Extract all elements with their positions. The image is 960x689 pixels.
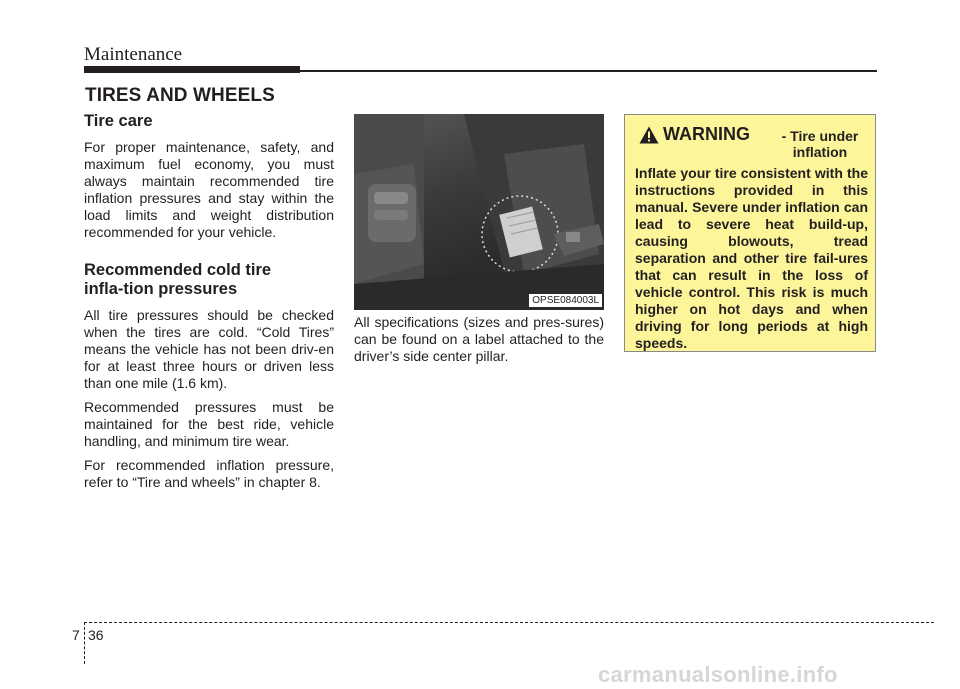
chapter-number: 7 bbox=[72, 627, 80, 643]
warning-subtitle: - Tire under inflation bbox=[781, 128, 859, 160]
section-heading: TIRES AND WHEELS bbox=[85, 85, 275, 106]
column-1 bbox=[84, 112, 334, 491]
footer-rule bbox=[84, 622, 934, 623]
header-rule-thick bbox=[84, 66, 300, 73]
cold-pressure-paragraph-2: Recommended pressures must be maintained for the best ride, vehicle handling, and minimum tire wear. bbox=[84, 399, 334, 449]
warning-triangle-icon bbox=[639, 126, 659, 144]
tire-care-text: For proper maintenance, safety, and maximum fuel economy, you must always maintain recommended tire inflation pressures and stay within the load limits and weight distribution recommended for your vehicle. bbox=[84, 139, 334, 240]
header-title: Maintenance bbox=[84, 44, 183, 65]
cold-pressure-paragraph-3: For recommended inflation pressure, refer to “Tire and wheels” in chapter 8. bbox=[84, 457, 334, 490]
warning-title-row bbox=[638, 124, 874, 164]
footer-divider bbox=[84, 622, 85, 664]
cold-pressure-paragraph-1: All tire pressures should be checked when the tires are cold. “Cold Tires” means the vehicle has not been driv-en for at least three hours or driven less than one mile (1.6 km). bbox=[84, 307, 334, 391]
cold-pressure-heading: Recommended cold tire infla-tion pressures bbox=[84, 261, 272, 298]
watermark: carmanualsonline.info bbox=[598, 662, 838, 687]
tire-care-heading: Tire care bbox=[84, 112, 153, 130]
header-rule-thin bbox=[300, 70, 877, 72]
tire-label-photo bbox=[354, 114, 604, 310]
warning-word: WARNING bbox=[663, 124, 750, 144]
warning-box bbox=[624, 114, 876, 352]
page-number: 36 bbox=[88, 627, 104, 643]
warning-body: Inflate your tire consistent with the instructions provided in this manual. Severe under inflation can lead to severe heat build-up, causing blowouts, tread separation and other tire fail-ures that can result in the loss of vehicle control. This risk is much higher on hot days and when driving for long periods at high speeds. bbox=[635, 165, 868, 351]
door-pillar-illustration bbox=[354, 114, 604, 310]
image-caption: OPSE084003L bbox=[529, 294, 602, 307]
spec-location-text: All specifications (sizes and pres-sures) can be found on a label attached to the driver’s side center pillar. bbox=[354, 314, 604, 364]
